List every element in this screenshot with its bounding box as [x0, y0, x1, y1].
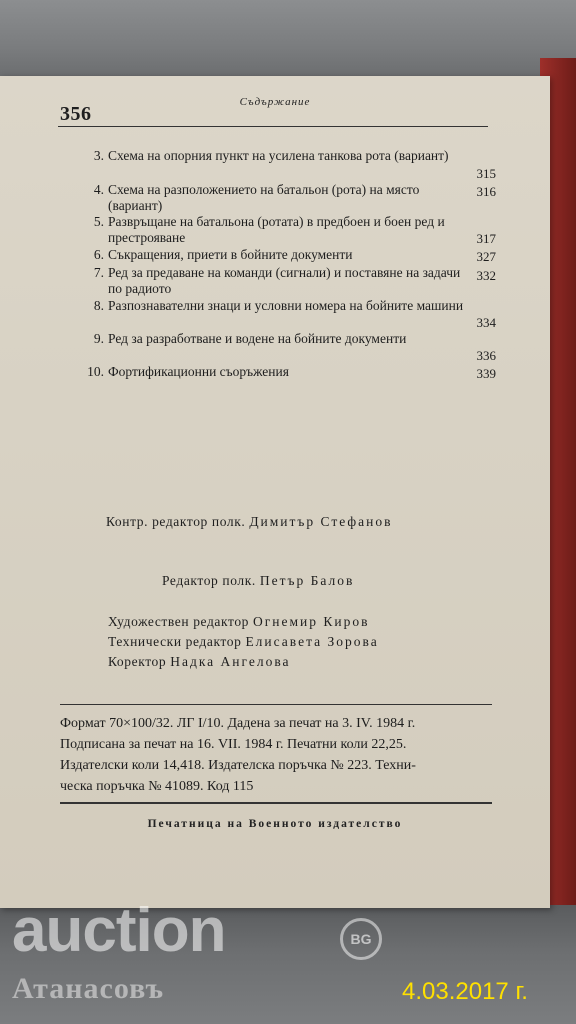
- toc-title: Съкращения, приети в бойните документи: [108, 247, 353, 262]
- imprint-block: [60, 713, 494, 797]
- imprint-top-rule: [60, 704, 492, 705]
- background-top: [0, 0, 576, 80]
- table-of-contents: [86, 148, 496, 382]
- toc-number: 6.: [93, 247, 104, 262]
- toc-page: 327: [476, 249, 496, 264]
- toc-item: [86, 214, 496, 247]
- toc-page: 336: [476, 348, 496, 363]
- toc-title: Ред за разработване и водене на бойните документи: [108, 331, 407, 346]
- role-label: Редактор полк.: [162, 573, 256, 588]
- toc-item: [86, 182, 496, 214]
- person-name: Елисавета Зорова: [245, 634, 379, 649]
- role-label: Коректор: [108, 654, 167, 669]
- role-label: Технически редактор: [108, 634, 242, 649]
- imprint-line: Издателски коли 14,418. Издателска поръчка № 223. Техни-: [60, 758, 416, 773]
- toc-item: [86, 364, 496, 382]
- person-name: Димитър Стефанов: [249, 514, 393, 529]
- running-head: Съдържание: [239, 96, 311, 108]
- toc-title: Схема на опорния пункт на усилена танкова рота (вариант): [108, 148, 449, 163]
- tech-editor-line: [108, 634, 379, 650]
- proofreader-line: [108, 654, 291, 670]
- toc-item: [86, 247, 496, 265]
- toc-number: 8.: [93, 298, 104, 313]
- auction-watermark: auction: [12, 896, 226, 965]
- imprint-bottom-rule: [60, 802, 492, 804]
- toc-title: Схема на разположението на батальон (рота) на място (вариант): [108, 182, 420, 213]
- toc-page: 317: [476, 231, 496, 246]
- imprint-line: Формат 70×100/32. ЛГ I/10. Дадена за печат на 3. IV. 1984 г.: [60, 716, 416, 731]
- toc-number: 10.: [87, 364, 104, 379]
- toc-number: 4.: [93, 182, 104, 197]
- toc-number: 5.: [93, 214, 104, 229]
- editor-line: [162, 573, 354, 589]
- toc-page: 316: [476, 184, 496, 199]
- toc-item: [86, 298, 496, 331]
- role-label: Художествен редактор: [108, 614, 250, 629]
- person-name: Надка Ангелова: [170, 654, 291, 669]
- seller-watermark: Атанасовъ: [12, 972, 165, 1005]
- toc-item: [86, 331, 496, 364]
- person-name: Огнемир Киров: [253, 614, 370, 629]
- role-label: Контр. редактор полк.: [106, 514, 246, 529]
- toc-number: 7.: [93, 265, 104, 280]
- toc-item: [86, 265, 496, 298]
- control-editor-line: [106, 514, 393, 530]
- toc-page: 339: [476, 366, 496, 381]
- toc-page: 332: [476, 268, 496, 283]
- toc-page: 315: [476, 166, 496, 181]
- imprint-line: Подписана за печат на 16. VII. 1984 г. Печатни коли 22,25.: [60, 737, 407, 752]
- header-rule: [58, 126, 488, 127]
- watermark-badge: BG: [340, 918, 382, 960]
- printer-name: Печатница на Военното издателство: [147, 818, 403, 830]
- toc-page: 334: [476, 315, 496, 330]
- imprint-line: ческа поръчка № 41089. Код 115: [60, 779, 254, 794]
- book-page: [0, 76, 550, 908]
- toc-item: [86, 148, 496, 182]
- toc-title: Развръщане на батальона (ротата) в предбоен и боен ред и престрояване: [108, 214, 445, 245]
- toc-title: Разпознавателни знаци и условни номера на бойните машини: [108, 298, 464, 313]
- toc-title: Фортификационни съоръжения: [108, 364, 289, 379]
- person-name: Петър Балов: [259, 573, 355, 588]
- photo-date-stamp: 4.03.2017 г.: [402, 978, 528, 1005]
- toc-number: 9.: [93, 331, 104, 346]
- toc-number: 3.: [93, 148, 104, 163]
- toc-title: Ред за предаване на команди (сигнали) и поставяне на задачи по радиото: [108, 265, 461, 296]
- art-editor-line: [108, 614, 370, 630]
- page-number: 356: [60, 103, 92, 125]
